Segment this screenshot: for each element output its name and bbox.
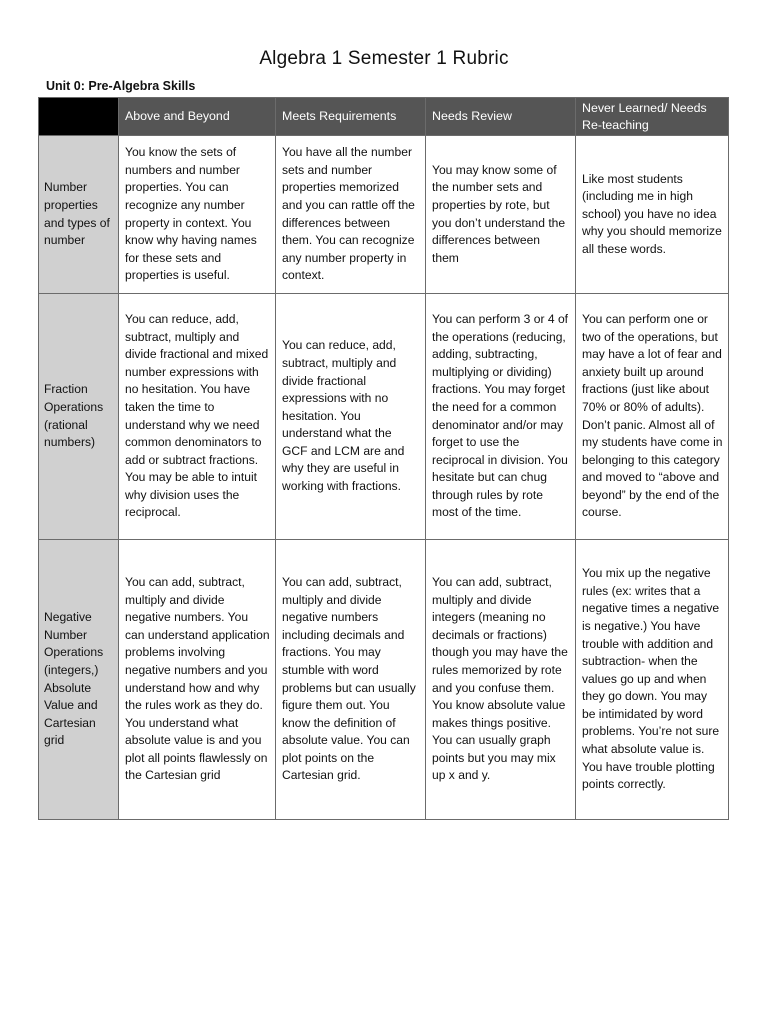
row-label-fraction-operations: Fraction Operations (rational numbers) xyxy=(39,294,119,540)
row-label-negative-number-operations: Negative Number Operations (integers,) Absolute Value and Cartesian grid xyxy=(39,540,119,820)
table-cell: You can perform one or two of the operations, but may have a lot of fear and anxiety built up around fractions (just like about 70% or 80% of adults). Don’t panic. Almost all of my students have come in belonging to this category and moved to “above and beyond” by the end of the course. xyxy=(576,294,729,540)
header-never-learned: Never Learned/ Needs Re-teaching xyxy=(576,98,729,136)
table-cell: You mix up the negative rules (ex: writes that a negative times a negative is negative.) You have trouble with addition and subtraction- when the values go up and when they go down. You may be intimidated by word problems. You’re not sure what absolute value is. You have trouble plotting points correctly. xyxy=(576,540,729,820)
table-cell: You can add, subtract, multiply and divide integers (meaning no decimals or fractions) though you may have the rules memorized by rote and you confuse them. You know absolute value makes things positive. You can usually graph points but you may mix up x and y. xyxy=(426,540,576,820)
unit-heading: Unit 0: Pre-Algebra Skills xyxy=(46,79,196,93)
table-cell: You may know some of the number sets and properties by rote, but you don’t understand the differences between them xyxy=(426,136,576,294)
row-label-number-properties: Number properties and types of number xyxy=(39,136,119,294)
header-needs-review: Needs Review xyxy=(426,98,576,136)
table-cell: You have all the number sets and number properties memorized and you can rattle off the differences between them. You can recognize any number property in context. xyxy=(276,136,426,294)
table-cell: You can perform 3 or 4 of the operations (reducing, adding, subtracting, multiplying or dividing) fractions. You may forget the need for a common denominator and/or may forget to use the reciprocal in division. You hesitate but can chug through rules by rote most of the time. xyxy=(426,294,576,540)
header-meets-requirements: Meets Requirements xyxy=(276,98,426,136)
rubric-table xyxy=(38,97,729,820)
header-corner-cell xyxy=(39,98,119,136)
table-cell: You can reduce, add, subtract, multiply and divide fractional expressions with no hesitation. You understand what the GCF and LCM are and why they are useful in working with fractions. xyxy=(276,294,426,540)
header-above-and-beyond: Above and Beyond xyxy=(119,98,276,136)
table-row xyxy=(39,540,729,820)
table-row xyxy=(39,294,729,540)
table-cell: You can add, subtract, multiply and divide negative numbers. You can understand application problems involving negative numbers and you understand how and why the rules work as they do. You understand what absolute value is and you plot all points flawlessly on the Cartesian grid xyxy=(119,540,276,820)
page-title: Algebra 1 Semester 1 Rubric xyxy=(259,48,509,69)
table-cell: You know the sets of numbers and number properties. You can recognize any number property in context. You know why having names for these sets and properties is useful. xyxy=(119,136,276,294)
table-cell: You can add, subtract, multiply and divide negative numbers including decimals and fractions. You may stumble with word problems but can usually figure them out. You know the definition of absolute value. You can plot points on the Cartesian grid. xyxy=(276,540,426,820)
table-row xyxy=(39,136,729,294)
header-row xyxy=(39,98,729,136)
table-cell: You can reduce, add, subtract, multiply and divide fractional and mixed number expressions with no hesitation. You have taken the time to understand why we need common denominators to add or subtract fractions. You may be able to intuit why division uses the reciprocal. xyxy=(119,294,276,540)
table-cell: Like most students (including me in high school) you have no idea why you should memorize all these words. xyxy=(576,136,729,294)
